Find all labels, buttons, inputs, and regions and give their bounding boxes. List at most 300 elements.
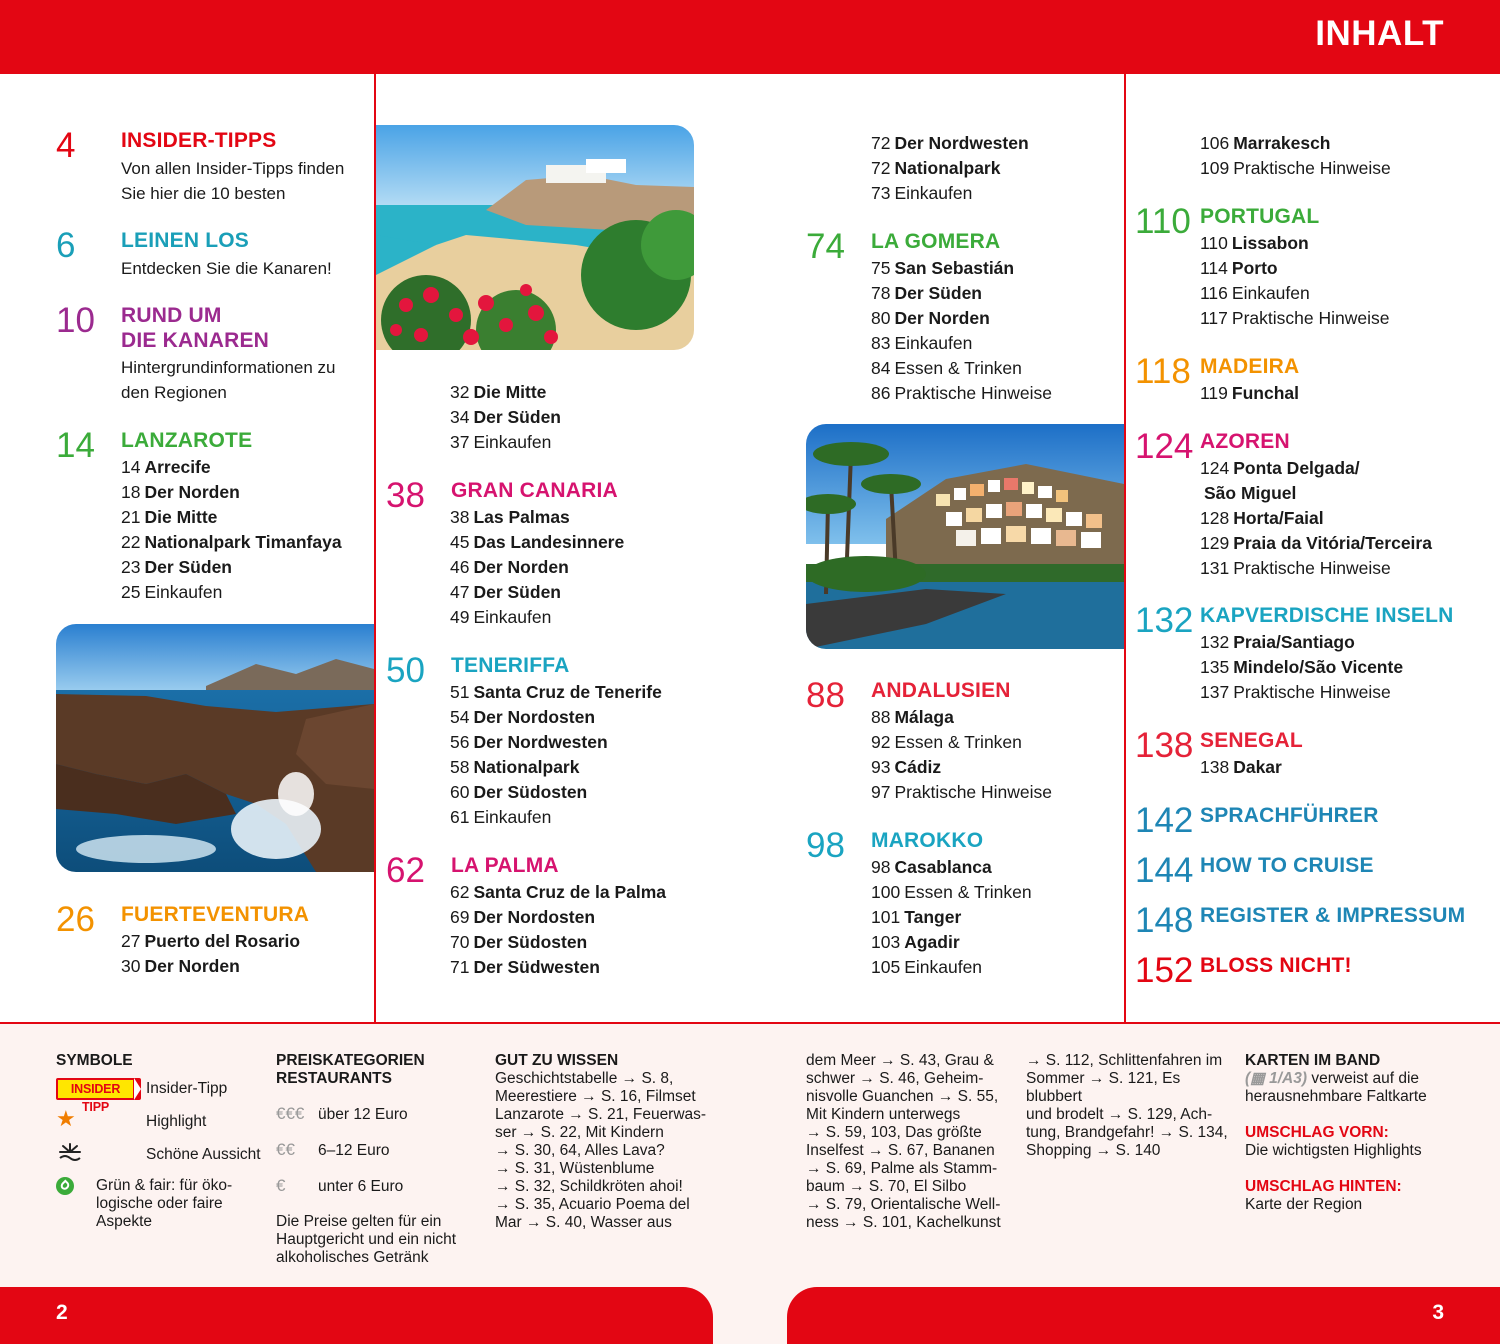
section-page-number: 10 xyxy=(56,301,95,340)
entry-page-number: 72 xyxy=(871,157,891,178)
entry-list xyxy=(871,855,1032,980)
entry-page-number: 109 xyxy=(1200,157,1230,178)
section-page-number: 98 xyxy=(806,826,845,865)
toc-entry[interactable] xyxy=(871,306,1052,331)
toc-entry[interactable] xyxy=(1200,281,1389,306)
section-title: TENERIFFA xyxy=(451,654,570,677)
entry-label: São Miguel xyxy=(1204,482,1297,503)
legend-label: Insider-Tipp xyxy=(146,1080,228,1097)
entry-label: Der Süden xyxy=(894,282,982,303)
legend-gut-zu-wissen xyxy=(495,1052,725,1232)
section-page-number: 138 xyxy=(1135,726,1194,765)
entry-label: Praia/Santiago xyxy=(1233,632,1355,652)
entry-list xyxy=(450,880,666,980)
entry-list xyxy=(450,680,662,829)
entry-page-number: 25 xyxy=(121,581,141,602)
entry-list xyxy=(450,380,561,455)
price-note xyxy=(276,1213,476,1267)
toc-entry[interactable] xyxy=(1200,156,1391,181)
entry-label: Cádiz xyxy=(894,756,942,777)
entry-label: Der Südosten xyxy=(473,931,588,952)
entry-label: Der Nordosten xyxy=(473,706,596,727)
toc-entry[interactable] xyxy=(450,955,666,980)
toc-entry[interactable] xyxy=(450,705,662,730)
entry-list xyxy=(1200,231,1389,331)
entry-page-number: 78 xyxy=(871,282,891,303)
toc-entry[interactable] xyxy=(450,430,561,455)
price-symbol: €€€ xyxy=(276,1104,305,1123)
section-page-number: 26 xyxy=(56,900,95,939)
text-line: Mit Kindern unterwegs xyxy=(806,1106,961,1123)
entry-page-number: 37 xyxy=(450,431,470,452)
toc-entry[interactable] xyxy=(121,555,342,580)
toc-entry[interactable] xyxy=(1200,531,1432,556)
toc-entry[interactable] xyxy=(871,256,1052,281)
entry-page-number: 23 xyxy=(121,556,141,577)
entry-label: Praktische Hinweise xyxy=(1231,307,1390,328)
entry-label: Die Mitte xyxy=(144,506,218,527)
header-bar xyxy=(0,0,1500,74)
lanzarote-coast-photo xyxy=(56,624,374,872)
price-text: über 12 Euro xyxy=(318,1106,408,1123)
entry-page-number: 62 xyxy=(450,882,470,902)
text-line: → S. 112, Schlittenfahren im xyxy=(1026,1052,1223,1069)
entry-label: Casablanca xyxy=(894,857,992,877)
entry-label: Einkaufen xyxy=(894,332,973,353)
toc-entry[interactable] xyxy=(450,555,624,580)
entry-label: Einkaufen xyxy=(894,182,973,203)
legend-line: Aspekte xyxy=(96,1213,153,1230)
legend-heading: PREISKATEGORIEN xyxy=(276,1052,425,1069)
section-title: AZOREN xyxy=(1200,430,1290,453)
entry-label: Funchal xyxy=(1231,383,1299,403)
text-line: nisvolle Guanchen → S. 55, xyxy=(806,1088,999,1105)
legend-symbols xyxy=(56,1052,256,1070)
entry-label: Der Norden xyxy=(473,556,569,577)
toc-entry[interactable] xyxy=(1200,231,1389,256)
entry-label: Der Norden xyxy=(144,955,240,976)
entry-label: Die Mitte xyxy=(473,382,547,402)
gut-text xyxy=(806,1052,1006,1232)
entry-page-number: 124 xyxy=(1200,458,1230,478)
entry-page-number: 27 xyxy=(121,931,141,951)
text-line: dem Meer → S. 43, Grau & xyxy=(806,1052,994,1069)
section-title: REGISTER & IMPRESSUM xyxy=(1200,904,1466,927)
text-line: → S. 30, 64, Alles Lava? xyxy=(495,1142,665,1159)
toc-entry[interactable] xyxy=(1200,306,1389,331)
entry-label: Der Nordwesten xyxy=(473,731,608,752)
entry-label: Santa Cruz de la Palma xyxy=(473,882,667,902)
entry-page-number: 46 xyxy=(450,556,470,577)
entry-label: Porto xyxy=(1231,257,1278,278)
entry-label: Nationalpark xyxy=(894,157,1001,178)
price-text: unter 6 Euro xyxy=(318,1178,404,1195)
entry-page-number: 119 xyxy=(1200,383,1228,403)
map-ref-text: verweist auf die xyxy=(1307,1070,1420,1087)
entry-label: Arrecife xyxy=(144,457,211,477)
entry-label: Das Landesinnere xyxy=(473,531,625,552)
entry-list xyxy=(1200,131,1391,181)
entry-page-number: 135 xyxy=(1200,656,1230,677)
entry-label: Horta/Faial xyxy=(1233,507,1324,528)
entry-page-number: 22 xyxy=(121,531,141,552)
entry-label: Puerto del Rosario xyxy=(144,931,301,951)
section-title: SPRACHFÜHRER xyxy=(1200,804,1379,827)
entry-label: Der Südosten xyxy=(473,781,588,802)
section-page-number: 88 xyxy=(806,676,845,715)
toc-entry[interactable] xyxy=(121,954,300,979)
entry-page-number: 21 xyxy=(121,506,141,527)
entry-page-number: 58 xyxy=(450,756,470,777)
toc-entry[interactable] xyxy=(871,156,1029,181)
toc-entry[interactable] xyxy=(121,530,342,555)
entry-page-number: 80 xyxy=(871,307,891,328)
toc-entry[interactable] xyxy=(1200,506,1432,531)
text-line: Lanzarote → S. 21, Feuerwas- xyxy=(495,1106,707,1123)
cover-front-text: Die wichtigsten Highlights xyxy=(1245,1142,1422,1159)
section-title: LEINEN LOS xyxy=(121,229,250,252)
legend-heading: KARTEN IM BAND xyxy=(1245,1052,1381,1069)
section-description: Entdecken Sie die Kanaren! xyxy=(121,259,332,278)
entry-label: Essen & Trinken xyxy=(904,881,1032,902)
page-tab-left xyxy=(0,1287,713,1344)
entry-list xyxy=(1200,381,1299,406)
toc-entry[interactable] xyxy=(450,880,666,905)
entry-list xyxy=(1200,755,1282,780)
section-page-number: 110 xyxy=(1135,202,1191,241)
entry-page-number: 132 xyxy=(1200,632,1230,652)
entry-label: Marrakesch xyxy=(1233,133,1331,153)
entry-page-number: 61 xyxy=(450,806,470,827)
fuerteventura-beach-photo xyxy=(376,125,694,350)
cover-back-text: Karte der Region xyxy=(1245,1196,1363,1213)
toc-entry[interactable] xyxy=(1200,556,1432,581)
entry-label: Der Süden xyxy=(473,406,561,427)
entry-page-number: 137 xyxy=(1200,681,1230,702)
entry-page-number: 72 xyxy=(871,133,891,153)
toc-entry[interactable] xyxy=(450,580,624,605)
entry-page-number: 114 xyxy=(1200,257,1228,278)
entry-label: Dakar xyxy=(1233,757,1282,777)
entry-list xyxy=(871,131,1029,206)
entry-label: Praktische Hinweise xyxy=(894,781,1053,802)
section-page-number: 14 xyxy=(56,426,95,465)
price-text: 6–12 Euro xyxy=(318,1142,390,1159)
toc-entry[interactable] xyxy=(1200,456,1432,481)
toc-entry[interactable] xyxy=(871,331,1052,356)
legend-heading: GUT ZU WISSEN xyxy=(495,1052,619,1069)
entry-page-number: 69 xyxy=(450,906,470,927)
entry-label: Der Nordosten xyxy=(473,906,596,927)
entry-list xyxy=(1200,630,1403,705)
text-line: Geschichtstabelle → S. 8, xyxy=(495,1070,674,1087)
toc-entry[interactable] xyxy=(450,530,624,555)
entry-page-number: 128 xyxy=(1200,507,1230,528)
section-page-number: 124 xyxy=(1135,427,1194,466)
badge-text: INSIDER TIPP xyxy=(58,1080,133,1098)
toc-entry[interactable] xyxy=(1200,630,1403,655)
text-line: Meerestiere → S. 16, Filmset xyxy=(495,1088,696,1105)
section-page-number: 148 xyxy=(1135,901,1194,940)
page-number: 3 xyxy=(1432,1301,1444,1324)
entry-label: Einkaufen xyxy=(1231,282,1310,303)
toc-entry[interactable] xyxy=(871,356,1052,381)
section-description: Von allen Insider-Tipps finden xyxy=(121,159,345,178)
section-page-number: 118 xyxy=(1135,352,1191,391)
entry-page-number: 138 xyxy=(1200,757,1230,777)
entry-label: Nationalpark Timanfaya xyxy=(144,531,342,552)
toc-entry[interactable] xyxy=(121,580,342,605)
entry-label: Las Palmas xyxy=(473,507,570,527)
entry-page-number: 93 xyxy=(871,756,891,777)
entry-label: Málaga xyxy=(894,707,954,727)
text-line: → S. 59, 103, Das größte xyxy=(806,1124,982,1141)
toc-entry[interactable] xyxy=(871,855,1032,880)
entry-page-number: 54 xyxy=(450,706,470,727)
entry-page-number: 14 xyxy=(121,457,141,477)
section-title: LA GOMERA xyxy=(871,230,1001,253)
price-symbol: € xyxy=(276,1176,286,1195)
entry-page-number: 129 xyxy=(1200,532,1230,553)
entry-page-number: 32 xyxy=(450,382,470,402)
map-reference: (▦ 1/A3) verweist auf die xyxy=(1245,1070,1420,1087)
section-title: ANDALUSIEN xyxy=(871,679,1011,702)
entry-label: Santa Cruz de Tenerife xyxy=(473,682,662,702)
section-title: DIE KANAREN xyxy=(121,329,270,352)
page-tab-right xyxy=(787,1287,1500,1344)
price-symbol: €€ xyxy=(276,1140,295,1159)
entry-page-number: 131 xyxy=(1200,557,1230,578)
section-title: BLOSS NICHT! xyxy=(1200,954,1352,977)
section-title: LA PALMA xyxy=(451,854,559,877)
green-fair-icon xyxy=(56,1177,74,1195)
section-title: LANZAROTE xyxy=(121,429,253,452)
entry-page-number: 97 xyxy=(871,781,891,802)
entry-label: Praia da Vitória/Terceira xyxy=(1233,532,1432,553)
entry-label: Der Süden xyxy=(473,581,561,602)
entry-page-number: 116 xyxy=(1200,282,1228,303)
map-ref-text: herausnehmbare Faltkarte xyxy=(1245,1088,1427,1105)
entry-page-number: 60 xyxy=(450,781,470,802)
entry-page-number: 86 xyxy=(871,382,891,403)
section-title: INSIDER-TIPPS xyxy=(121,129,277,152)
toc-entry[interactable] xyxy=(1200,381,1299,406)
toc-entry[interactable] xyxy=(121,455,342,480)
toc-entry[interactable] xyxy=(871,730,1052,755)
toc-entry[interactable] xyxy=(871,955,1032,980)
entry-label: Der Norden xyxy=(144,481,240,502)
entry-label: Einkaufen xyxy=(473,606,552,627)
toc-entry[interactable] xyxy=(871,905,1032,930)
section-title: FUERTEVENTURA xyxy=(121,903,310,926)
section-page-number: 132 xyxy=(1135,601,1194,640)
entry-page-number: 51 xyxy=(450,682,470,702)
entry-page-number: 30 xyxy=(121,955,141,976)
toc-entry[interactable] xyxy=(121,929,300,954)
section-description: Sie hier die 10 besten xyxy=(121,184,286,203)
column-divider xyxy=(1124,74,1126,1024)
toc-entry[interactable] xyxy=(871,880,1032,905)
toc-entry[interactable] xyxy=(450,805,662,830)
text-line: baum → S. 70, El Silbo xyxy=(806,1178,967,1195)
entry-page-number: 101 xyxy=(871,906,901,927)
entry-list xyxy=(121,455,342,604)
toc-entry[interactable] xyxy=(450,780,662,805)
toc-entry[interactable] xyxy=(450,930,666,955)
toc-entry[interactable] xyxy=(450,755,662,780)
toc-entry[interactable] xyxy=(1200,655,1403,680)
section-title: MADEIRA xyxy=(1200,355,1300,378)
legend-line: logische oder faire xyxy=(96,1195,223,1212)
entry-list xyxy=(871,256,1052,405)
legend-heading: SYMBOLE xyxy=(56,1052,133,1069)
entry-label: Einkaufen xyxy=(904,956,983,977)
legend-label: Highlight xyxy=(146,1113,207,1130)
gut-text xyxy=(495,1070,725,1232)
insider-tipp-badge-icon xyxy=(56,1078,141,1114)
entry-label: San Sebastián xyxy=(894,258,1015,278)
section-page-number: 74 xyxy=(806,227,845,266)
entry-page-number: 34 xyxy=(450,406,470,427)
cover-front-heading: UMSCHLAG VORN: xyxy=(1245,1124,1389,1141)
entry-page-number: 49 xyxy=(450,606,470,627)
note-line: Hauptgericht und ein nicht xyxy=(276,1231,457,1248)
section-title: RUND UM xyxy=(121,304,222,327)
toc-entry[interactable] xyxy=(121,480,342,505)
entry-page-number: 38 xyxy=(450,507,470,527)
entry-label: Mindelo/São Vicente xyxy=(1233,656,1404,677)
page-number: 2 xyxy=(56,1301,68,1324)
section-title: PORTUGAL xyxy=(1200,205,1320,228)
text-line: → S. 32, Schildkröten ahoi! xyxy=(495,1178,683,1195)
entry-page-number: 98 xyxy=(871,857,891,877)
viewpoint-icon xyxy=(58,1142,82,1167)
toc-entry[interactable] xyxy=(871,780,1052,805)
section-title: SENEGAL xyxy=(1200,729,1303,752)
legend-price-categories xyxy=(276,1052,476,1088)
page-title: INHALT xyxy=(1315,14,1444,53)
toc-entry[interactable] xyxy=(450,905,666,930)
toc-entry[interactable] xyxy=(450,380,561,405)
text-line: → S. 31, Wüstenblume xyxy=(495,1160,655,1177)
legend-karten xyxy=(1245,1052,1455,1214)
text-line: Inselfest → S. 67, Bananen xyxy=(806,1142,995,1159)
entry-label: Nationalpark xyxy=(473,756,580,777)
entry-page-number: 47 xyxy=(450,581,470,602)
entry-page-number: 117 xyxy=(1200,307,1228,328)
toc-entry[interactable] xyxy=(871,705,1052,730)
entry-label: Der Südwesten xyxy=(473,956,600,977)
entry-page-number: 92 xyxy=(871,731,891,752)
text-line: → S. 79, Orientalische Well- xyxy=(806,1196,1001,1213)
entry-list xyxy=(871,705,1052,805)
toc-entry[interactable] xyxy=(450,730,662,755)
toc-entry[interactable] xyxy=(450,405,561,430)
entry-label: Praktische Hinweise xyxy=(894,382,1053,403)
toc-entry[interactable] xyxy=(871,281,1052,306)
section-title: KAPVERDISCHE INSELN xyxy=(1200,604,1454,627)
text-line: und brodelt → S. 129, Ach- xyxy=(1026,1106,1213,1123)
cover-back-heading: UMSCHLAG HINTEN: xyxy=(1245,1178,1402,1195)
section-page-number: 144 xyxy=(1135,851,1194,890)
note-line: Die Preise gelten für ein xyxy=(276,1213,442,1230)
legend-label xyxy=(96,1177,232,1231)
toc-entry[interactable] xyxy=(1200,131,1391,156)
toc-entry[interactable] xyxy=(121,505,342,530)
map-ref-code: 1/A3 xyxy=(1269,1070,1302,1087)
entry-label: Einkaufen xyxy=(473,806,552,827)
entry-page-number: 83 xyxy=(871,332,891,353)
section-page-number: 38 xyxy=(386,476,425,515)
entry-page-number: 84 xyxy=(871,357,891,378)
toc-entry[interactable] xyxy=(450,680,662,705)
text-line: Sommer → S. 121, Es blubbert xyxy=(1026,1070,1181,1105)
toc-entry[interactable] xyxy=(871,381,1052,406)
entry-label: Tanger xyxy=(904,906,962,927)
text-line: Mar → S. 40, Wasser aus xyxy=(495,1214,672,1231)
entry-page-number: 45 xyxy=(450,531,470,552)
text-line: ness → S. 101, Kachelkunst xyxy=(806,1214,1001,1231)
entry-label: Essen & Trinken xyxy=(894,731,1022,752)
section-description: den Regionen xyxy=(121,383,227,402)
section-page-number: 152 xyxy=(1135,951,1194,990)
legend-label: Schöne Aussicht xyxy=(146,1146,261,1163)
map-icon: (▦ xyxy=(1245,1070,1270,1087)
entry-list xyxy=(121,929,300,979)
toc-entry[interactable] xyxy=(1200,680,1403,705)
toc-entry[interactable] xyxy=(871,930,1032,955)
section-page-number: 62 xyxy=(386,851,425,890)
gut-text xyxy=(1026,1052,1231,1160)
legend-heading: RESTAURANTS xyxy=(276,1070,392,1087)
legend-gut-zu-wissen-cont xyxy=(806,1052,1006,1232)
section-page-number: 6 xyxy=(56,226,76,265)
entry-label: Der Nordwesten xyxy=(894,133,1029,153)
toc-entry[interactable] xyxy=(871,755,1052,780)
entry-page-number: 73 xyxy=(871,182,891,203)
entry-label: Einkaufen xyxy=(144,581,223,602)
toc-entry[interactable] xyxy=(450,605,624,630)
section-title: GRAN CANARIA xyxy=(451,479,618,502)
toc-entry[interactable] xyxy=(450,505,624,530)
entry-page-number: 56 xyxy=(450,731,470,752)
entry-page-number: 70 xyxy=(450,931,470,952)
text-line: ser → S. 22, Mit Kindern xyxy=(495,1124,664,1141)
entry-page-number: 71 xyxy=(450,956,470,977)
entry-label: Praktische Hinweise xyxy=(1233,157,1391,178)
text-line: → S. 35, Acuario Poema del xyxy=(495,1196,690,1213)
entry-page-number: 105 xyxy=(871,956,901,977)
section-title: HOW TO CRUISE xyxy=(1200,854,1374,877)
toc-entry[interactable] xyxy=(1200,256,1389,281)
text-line: → S. 69, Palme als Stamm- xyxy=(806,1160,998,1177)
toc-entry[interactable] xyxy=(1200,481,1432,506)
entry-label: Agadir xyxy=(904,931,960,952)
entry-page-number: 100 xyxy=(871,881,901,902)
la-gomera-town-photo xyxy=(806,424,1124,649)
toc-entry[interactable] xyxy=(871,181,1029,206)
entry-label: Der Süden xyxy=(144,556,232,577)
entry-list xyxy=(450,505,624,630)
toc-entry[interactable] xyxy=(871,131,1029,156)
entry-label: Lissabon xyxy=(1231,233,1309,253)
text-line: tung, Brandgefahr! → S. 134, xyxy=(1026,1124,1228,1141)
entry-page-number: 103 xyxy=(871,931,901,952)
legend-gut-zu-wissen-cont xyxy=(1026,1052,1231,1160)
entry-page-number: 88 xyxy=(871,707,891,727)
entry-page-number: 106 xyxy=(1200,133,1230,153)
toc-entry[interactable] xyxy=(1200,755,1282,780)
